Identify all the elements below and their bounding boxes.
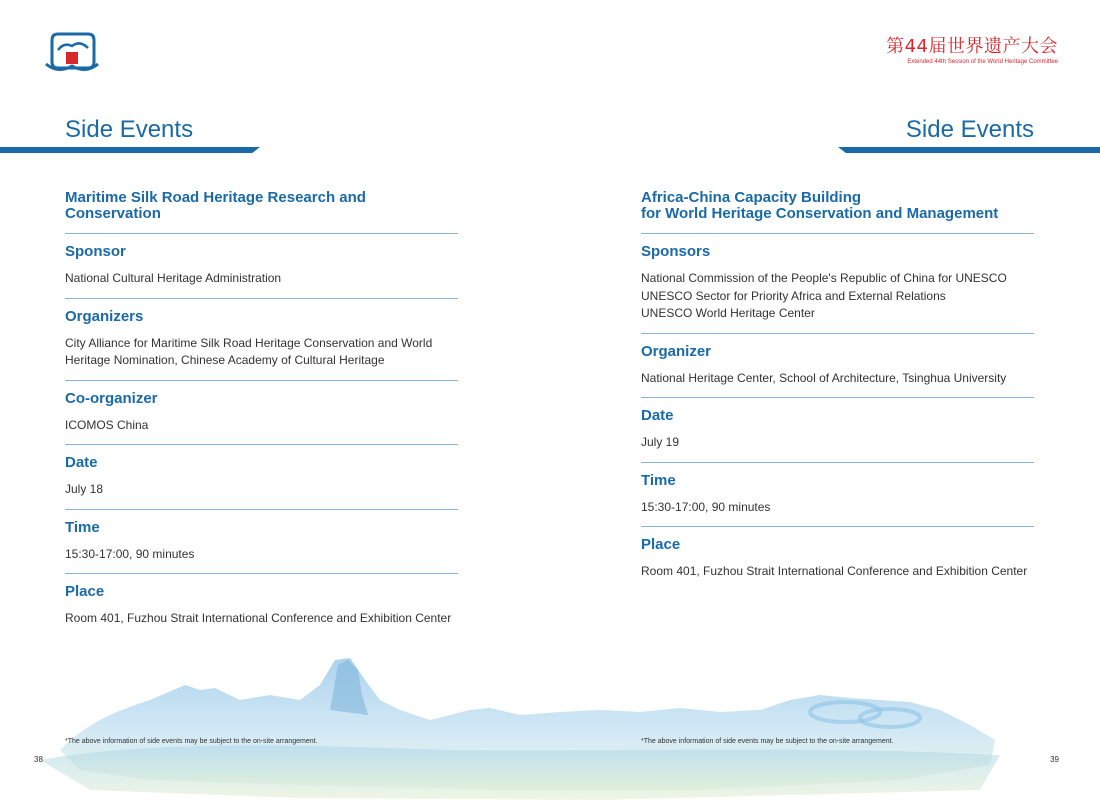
section-text: 15:30-17:00, 90 minutes (641, 499, 771, 514)
time-section (641, 463, 1034, 528)
section-heading: Date (65, 454, 98, 471)
section-text: 15:30-17:00, 90 minutes (65, 546, 195, 561)
page-number: 39 (1050, 755, 1059, 764)
section-text: National Heritage Center, School of Architecture, Tsinghua University (641, 370, 1007, 385)
section-text: UNESCO World Heritage Center (641, 306, 815, 320)
sponsor-section (65, 234, 458, 299)
landscape-illustration (0, 640, 1100, 805)
footnote: *The above information of side events may be subject to the on-site arrangement. (641, 738, 894, 745)
organizers-section (65, 299, 458, 381)
event-title-line: for World Heritage Conservation and Management (641, 205, 999, 222)
section-heading: Co-organizer (65, 389, 158, 407)
time-section (65, 510, 458, 575)
section-heading: Place (65, 583, 105, 600)
banner-title: Side Events (905, 116, 1034, 143)
section-heading: Sponsors (641, 243, 711, 260)
date-section (65, 445, 458, 510)
brand-en-subtitle: Extended 44th Session of the World Heritage Committee (907, 59, 1058, 65)
section-heading: Date (641, 407, 674, 424)
brand-header (886, 36, 1058, 66)
organizer-section (641, 334, 1034, 399)
section-text: Room 401, Fuzhou Strait International Conference and Exhibition Center (65, 611, 452, 625)
footnote: *The above information of side events may be subject to the on-site arrangement. (65, 738, 318, 745)
section-heading: Place (641, 536, 681, 553)
sponsors-section (641, 234, 1034, 334)
section-text: City Alliance for Maritime Silk Road Heritage Conservation and World (65, 335, 433, 350)
section-text: Room 401, Fuzhou Strait International Conference and Exhibition Center (641, 564, 1028, 578)
banner-bar (0, 147, 260, 153)
co-organizer-section (65, 381, 458, 446)
banner-title: Side Events (65, 116, 194, 143)
event-title-line: Africa-China Capacity Building (641, 189, 862, 206)
section-heading: Organizers (65, 307, 144, 325)
page-number: 38 (34, 755, 43, 764)
section-text: National Commission of the People's Republic of China for UNESCO (641, 271, 1007, 285)
event-details (65, 190, 458, 638)
event-details (641, 190, 1034, 591)
section-heading: Time (65, 518, 100, 536)
place-section (641, 527, 1034, 591)
section-text: July 18 (65, 482, 104, 496)
date-section (641, 398, 1034, 463)
section-heading: Sponsor (65, 243, 126, 260)
section-text: Heritage Nomination, Chinese Academy of Cultural Heritage (65, 353, 385, 367)
section-heading: Organizer (641, 342, 712, 360)
fuzhou-heritage-logo-icon (44, 30, 100, 80)
place-section (65, 574, 458, 638)
section-text: July 19 (641, 435, 680, 449)
section-text: National Cultural Heritage Administration (65, 271, 282, 285)
event-title-line: Maritime Silk Road Heritage Research and Conservation (65, 189, 366, 222)
banner-bar (838, 147, 1100, 153)
event-title (641, 190, 1034, 234)
section-text: ICOMOS China (65, 417, 149, 432)
section-text: UNESCO Sector for Priority Africa and External Relations (641, 288, 946, 303)
event-title (65, 190, 458, 234)
section-heading: Time (641, 471, 676, 489)
brand-zh-title: 第44届世界遗产大会 (886, 36, 1058, 57)
